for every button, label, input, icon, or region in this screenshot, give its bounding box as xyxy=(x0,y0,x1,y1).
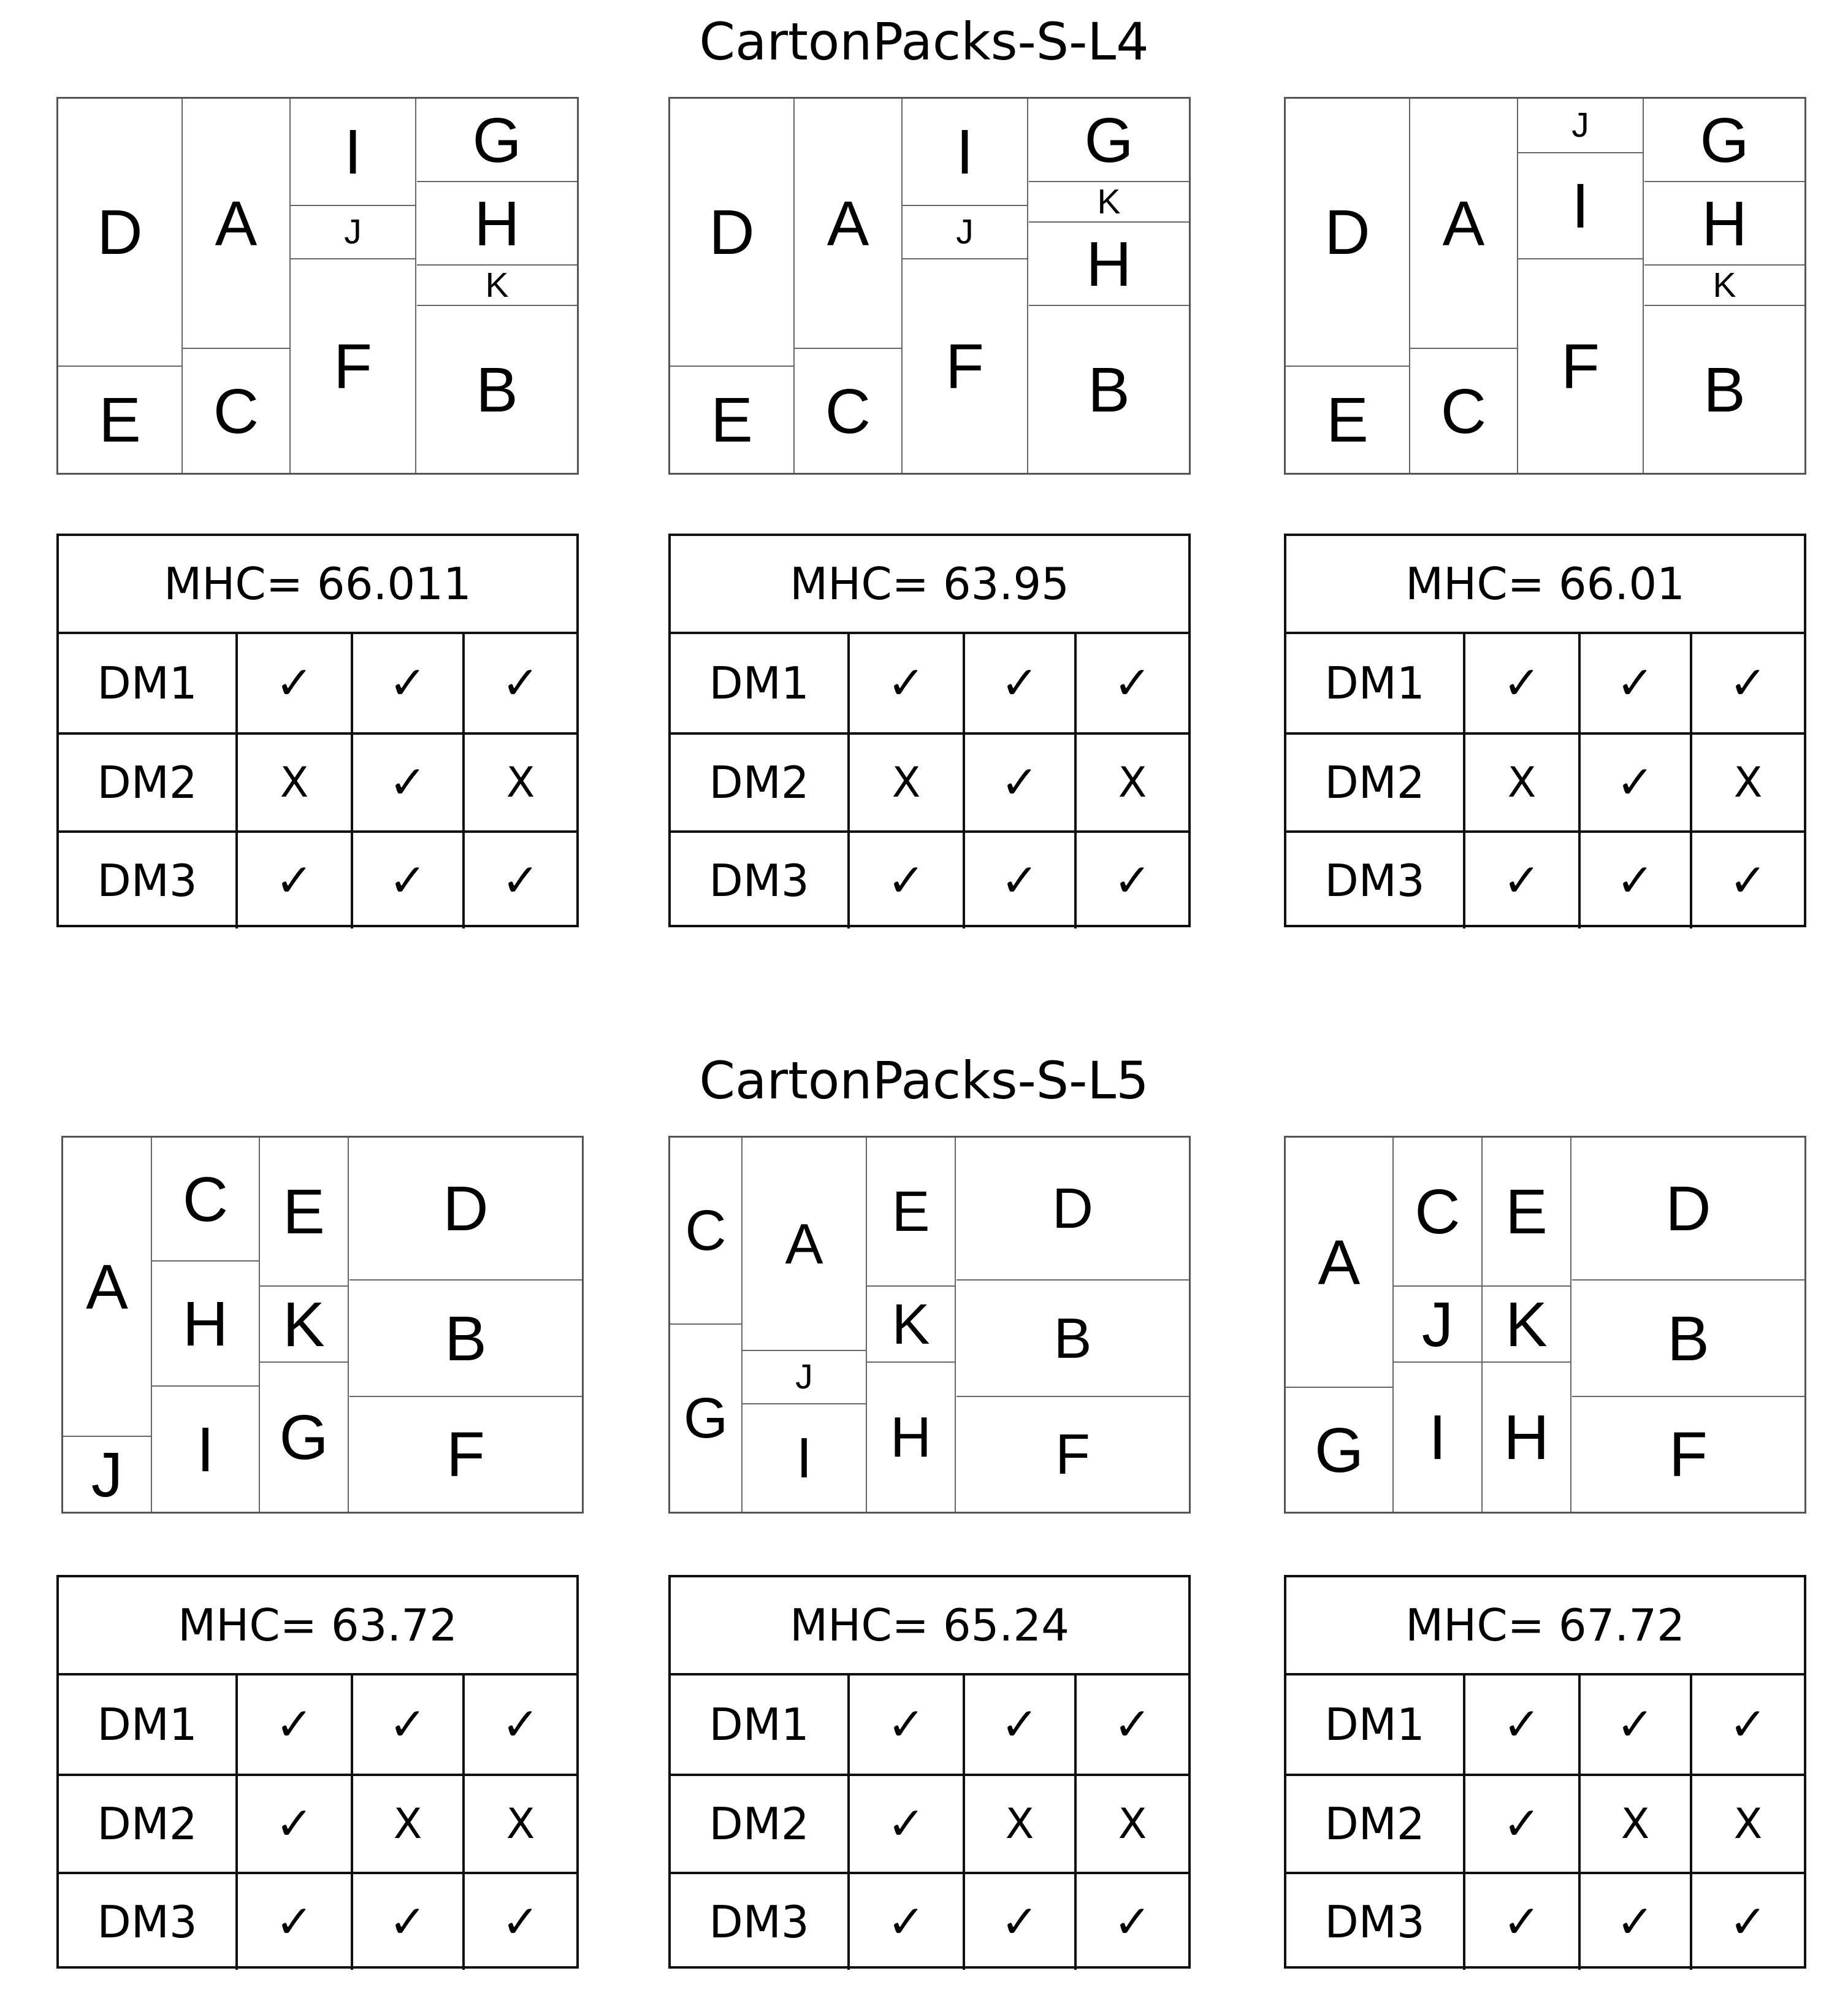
dm-label: DM1 xyxy=(97,1699,197,1750)
section-title: CartonPacks-S-L5 xyxy=(699,1051,1149,1111)
layout-cell: C xyxy=(1394,1138,1483,1287)
layout-cell: E xyxy=(670,367,795,473)
layout-cell: B xyxy=(349,1281,582,1397)
layout-cell: C xyxy=(152,1138,260,1262)
check-mark: ✓ xyxy=(351,833,462,929)
check-mark: ✓ xyxy=(1578,735,1690,830)
dm-label: DM2 xyxy=(709,1798,809,1850)
layout-cell: I xyxy=(1394,1363,1483,1512)
layout-cell: K xyxy=(1029,182,1189,223)
mhc-table xyxy=(1284,534,1806,927)
layout-cell: A xyxy=(183,99,291,349)
check-mark: ✓ xyxy=(1690,1874,1804,1970)
layout-cell: G xyxy=(1029,99,1189,182)
carton-layout-diagram xyxy=(61,1136,584,1514)
table-row xyxy=(59,634,576,732)
dm-label: DM1 xyxy=(1324,657,1425,709)
layout-cell: E xyxy=(1483,1138,1571,1287)
table-row xyxy=(1286,1774,1804,1872)
check-mark: ✓ xyxy=(1463,1776,1578,1872)
cross-mark: X xyxy=(462,735,576,830)
layout-cell: B xyxy=(1088,354,1130,425)
check-mark: ✓ xyxy=(351,1874,462,1970)
layout-cell: A xyxy=(743,1138,867,1351)
mhc-table xyxy=(668,534,1191,927)
table-row xyxy=(59,732,576,830)
layout-cell: K xyxy=(1483,1287,1571,1363)
check-mark: ✓ xyxy=(235,1874,351,1970)
layout-cell: A xyxy=(795,99,903,349)
layout-cell: E xyxy=(867,1138,956,1287)
layout-cell: F xyxy=(446,1419,485,1490)
layout-cell: G xyxy=(1286,1388,1394,1512)
table-row xyxy=(59,830,576,929)
table-row xyxy=(1286,732,1804,830)
table-row xyxy=(1286,1872,1804,1970)
layout-cell: H xyxy=(1483,1363,1571,1512)
layout-cell: J xyxy=(63,1437,152,1512)
layout-cell: F xyxy=(1518,259,1644,473)
check-mark: ✓ xyxy=(1463,1675,1578,1774)
layout-cell: B xyxy=(956,1281,1189,1397)
check-mark: ✓ xyxy=(963,1675,1074,1774)
check-mark: ✓ xyxy=(963,634,1074,732)
table-row xyxy=(671,1774,1188,1872)
layout-cell: H xyxy=(417,182,577,266)
check-mark: ✓ xyxy=(351,1675,462,1774)
cross-mark: X xyxy=(1690,1776,1804,1872)
check-mark: ✓ xyxy=(1690,833,1804,929)
layout-cell: E xyxy=(1286,367,1410,473)
dm-label: DM1 xyxy=(709,1699,809,1750)
mhc-table xyxy=(56,1575,579,1969)
layout-cell: I xyxy=(291,99,416,206)
layout-cell: H xyxy=(152,1262,260,1387)
check-mark: ✓ xyxy=(1578,634,1690,732)
mhc-value: MHC= 63.72 xyxy=(59,1577,576,1675)
layout-cell: E xyxy=(58,367,183,473)
layout-cell: D xyxy=(1572,1138,1804,1281)
mhc-value: MHC= 67.72 xyxy=(1286,1577,1804,1675)
check-mark: ✓ xyxy=(1463,634,1578,732)
check-mark: ✓ xyxy=(1074,1675,1188,1774)
check-mark: ✓ xyxy=(963,833,1074,929)
layout-cell: D xyxy=(670,99,795,367)
cross-mark: X xyxy=(1074,1776,1188,1872)
check-mark: ✓ xyxy=(1074,833,1188,929)
table-row xyxy=(59,1774,576,1872)
layout-cell: C xyxy=(183,349,291,473)
check-mark: ✓ xyxy=(235,634,351,732)
dm-label: DM1 xyxy=(1324,1699,1425,1750)
dm-label: DM1 xyxy=(97,657,197,709)
layout-cell: J xyxy=(1518,99,1644,153)
table-row xyxy=(671,1675,1188,1774)
layout-cell: C xyxy=(795,349,903,473)
table-row xyxy=(59,1872,576,1970)
mhc-value: MHC= 63.95 xyxy=(671,536,1188,634)
layout-cell: K xyxy=(1644,266,1804,306)
check-mark: ✓ xyxy=(1690,1675,1804,1774)
check-mark: ✓ xyxy=(847,1675,963,1774)
mhc-value: MHC= 66.01 xyxy=(1286,536,1804,634)
carton-layout-diagram xyxy=(668,1136,1191,1514)
layout-cell: K xyxy=(260,1287,349,1363)
cross-mark: X xyxy=(847,735,963,830)
dm-label: DM2 xyxy=(1324,1798,1425,1850)
layout-cell: J xyxy=(291,206,416,259)
check-mark: ✓ xyxy=(462,833,576,929)
check-mark: ✓ xyxy=(963,1874,1074,1970)
cross-mark: X xyxy=(351,1776,462,1872)
layout-cell: A xyxy=(63,1138,152,1437)
carton-layout-diagram xyxy=(1284,1136,1806,1514)
table-row xyxy=(671,1872,1188,1970)
layout-cell: K xyxy=(417,266,577,306)
table-row xyxy=(59,1675,576,1774)
layout-cell: G xyxy=(670,1325,743,1512)
table-row xyxy=(1286,634,1804,732)
layout-cell: F xyxy=(903,259,1028,473)
check-mark: ✓ xyxy=(1578,1675,1690,1774)
layout-cell: E xyxy=(260,1138,349,1287)
check-mark: ✓ xyxy=(963,735,1074,830)
check-mark: ✓ xyxy=(462,1675,576,1774)
dm-label: DM2 xyxy=(97,757,197,808)
layout-cell: A xyxy=(1410,99,1518,349)
mhc-value: MHC= 65.24 xyxy=(671,1577,1188,1675)
check-mark: ✓ xyxy=(1578,833,1690,929)
layout-cell: J xyxy=(1394,1287,1483,1363)
layout-cell: H xyxy=(867,1363,956,1512)
layout-cell: F xyxy=(1055,1422,1090,1486)
cross-mark: X xyxy=(1578,1776,1690,1872)
layout-cell: D xyxy=(58,99,183,367)
layout-cell: F xyxy=(291,259,416,473)
cross-mark: X xyxy=(462,1776,576,1872)
layout-cell: I xyxy=(903,99,1028,206)
mhc-value: MHC= 66.011 xyxy=(59,536,576,634)
dm-label: DM3 xyxy=(97,1896,197,1948)
layout-cell: A xyxy=(1286,1138,1394,1388)
layout-cell: F xyxy=(1669,1419,1708,1490)
check-mark: ✓ xyxy=(235,1776,351,1872)
section-title: CartonPacks-S-L4 xyxy=(699,12,1149,72)
check-mark: ✓ xyxy=(1463,1874,1578,1970)
check-mark: ✓ xyxy=(1074,634,1188,732)
carton-layout-diagram xyxy=(1284,97,1806,475)
layout-cell: I xyxy=(743,1404,867,1512)
table-row xyxy=(671,634,1188,732)
table-row xyxy=(671,732,1188,830)
mhc-table xyxy=(1284,1575,1806,1969)
table-row xyxy=(1286,830,1804,929)
layout-cell: D xyxy=(349,1138,582,1281)
table-row xyxy=(671,830,1188,929)
cross-mark: X xyxy=(963,1776,1074,1872)
dm-label: DM3 xyxy=(709,1896,809,1948)
carton-layout-diagram xyxy=(668,97,1191,475)
dm-label: DM1 xyxy=(709,657,809,709)
cross-mark: X xyxy=(1463,735,1578,830)
layout-cell: D xyxy=(1286,99,1410,367)
carton-layout-diagram xyxy=(56,97,579,475)
layout-cell: K xyxy=(867,1287,956,1363)
check-mark: ✓ xyxy=(462,1874,576,1970)
cross-mark: X xyxy=(1074,735,1188,830)
check-mark: ✓ xyxy=(847,1776,963,1872)
check-mark: ✓ xyxy=(351,735,462,830)
check-mark: ✓ xyxy=(235,833,351,929)
dm-label: DM2 xyxy=(97,1798,197,1850)
check-mark: ✓ xyxy=(351,634,462,732)
check-mark: ✓ xyxy=(462,634,576,732)
cross-mark: X xyxy=(235,735,351,830)
check-mark: ✓ xyxy=(847,833,963,929)
check-mark: ✓ xyxy=(1463,833,1578,929)
dm-label: DM3 xyxy=(709,855,809,906)
layout-cell: J xyxy=(903,206,1028,259)
layout-cell: H xyxy=(1644,182,1804,266)
layout-cell: H xyxy=(1029,223,1189,306)
layout-cell: J xyxy=(743,1351,867,1404)
mhc-table xyxy=(56,534,579,927)
layout-cell: C xyxy=(670,1138,743,1325)
dm-label: DM3 xyxy=(97,855,197,906)
dm-label: DM2 xyxy=(709,757,809,808)
layout-cell: G xyxy=(1644,99,1804,182)
layout-cell: D xyxy=(956,1138,1189,1281)
check-mark: ✓ xyxy=(1578,1874,1690,1970)
check-mark: ✓ xyxy=(1074,1874,1188,1970)
layout-cell: B xyxy=(476,354,518,425)
check-mark: ✓ xyxy=(847,634,963,732)
layout-cell: C xyxy=(1410,349,1518,473)
table-row xyxy=(1286,1675,1804,1774)
check-mark: ✓ xyxy=(235,1675,351,1774)
layout-cell: G xyxy=(260,1363,349,1512)
dm-label: DM2 xyxy=(1324,757,1425,808)
layout-cell: B xyxy=(1572,1281,1804,1397)
dm-label: DM3 xyxy=(1324,1896,1425,1948)
dm-label: DM3 xyxy=(1324,855,1425,906)
layout-cell: I xyxy=(1518,153,1644,259)
layout-cell: I xyxy=(152,1387,260,1512)
check-mark: ✓ xyxy=(1690,634,1804,732)
layout-cell: G xyxy=(417,99,577,182)
check-mark: ✓ xyxy=(847,1874,963,1970)
layout-cell: B xyxy=(1703,354,1746,425)
cross-mark: X xyxy=(1690,735,1804,830)
mhc-table xyxy=(668,1575,1191,1969)
